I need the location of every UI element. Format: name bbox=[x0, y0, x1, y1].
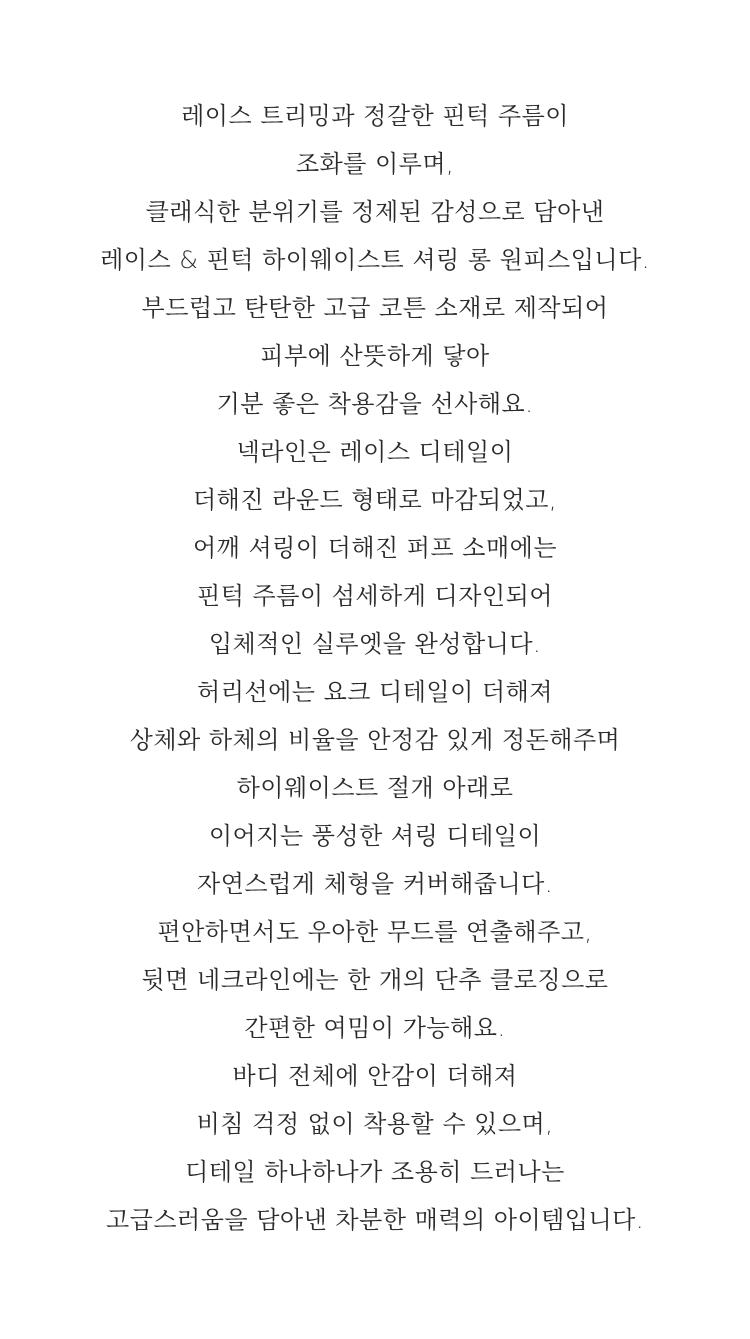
description-line: 허리선에는 요크 디테일이 더해져 bbox=[197, 678, 553, 706]
description-line: 레이스 & 핀턱 하이웨이스트 셔링 롱 원피스입니다. bbox=[100, 246, 650, 274]
description-line: 피부에 산뜻하게 닿아 bbox=[260, 342, 490, 370]
description-line: 핀턱 주름이 섬세하게 디자인되어 bbox=[197, 582, 553, 610]
description-line: 클래식한 분위기를 정제된 감성으로 담아낸 bbox=[145, 198, 605, 226]
description-line: 바디 전체에 안감이 더해져 bbox=[232, 1062, 518, 1090]
description-line: 기분 좋은 착용감을 선사해요. bbox=[216, 390, 534, 418]
description-line: 어깨 셔링이 더해진 퍼프 소매에는 bbox=[192, 534, 558, 562]
description-line: 부드럽고 탄탄한 고급 코튼 소재로 제작되어 bbox=[141, 294, 609, 322]
description-line: 상체와 하체의 비율을 안정감 있게 정돈해주며 bbox=[129, 726, 621, 754]
description-line: 비침 걱정 없이 착용할 수 있으며, bbox=[196, 1110, 554, 1138]
description-line: 디테일 하나하나가 조용히 드러나는 bbox=[185, 1158, 565, 1186]
product-description bbox=[0, 92, 750, 1244]
description-line: 간편한 여밈이 가능해요. bbox=[244, 1014, 506, 1042]
description-line: 뒷면 네크라인에는 한 개의 단추 클로징으로 bbox=[141, 966, 609, 994]
description-line: 하이웨이스트 절개 아래로 bbox=[236, 774, 514, 802]
description-line: 편안하면서도 우아한 무드를 연출해주고, bbox=[157, 918, 593, 946]
description-line: 레이스 트리밍과 정갈한 핀턱 주름이 bbox=[181, 102, 569, 130]
description-line: 고급스러움을 담아낸 차분한 매력의 아이템입니다. bbox=[105, 1206, 644, 1234]
description-line: 자연스럽게 체형을 커버해줍니다. bbox=[197, 870, 553, 898]
description-line: 조화를 이루며, bbox=[295, 150, 455, 178]
description-line: 이어지는 풍성한 셔링 디테일이 bbox=[208, 822, 542, 850]
description-line: 입체적인 실루엣을 완성합니다. bbox=[208, 630, 542, 658]
description-line: 넥라인은 레이스 디테일이 bbox=[236, 438, 514, 466]
description-line: 더해진 라운드 형태로 마감되었고, bbox=[192, 486, 558, 514]
